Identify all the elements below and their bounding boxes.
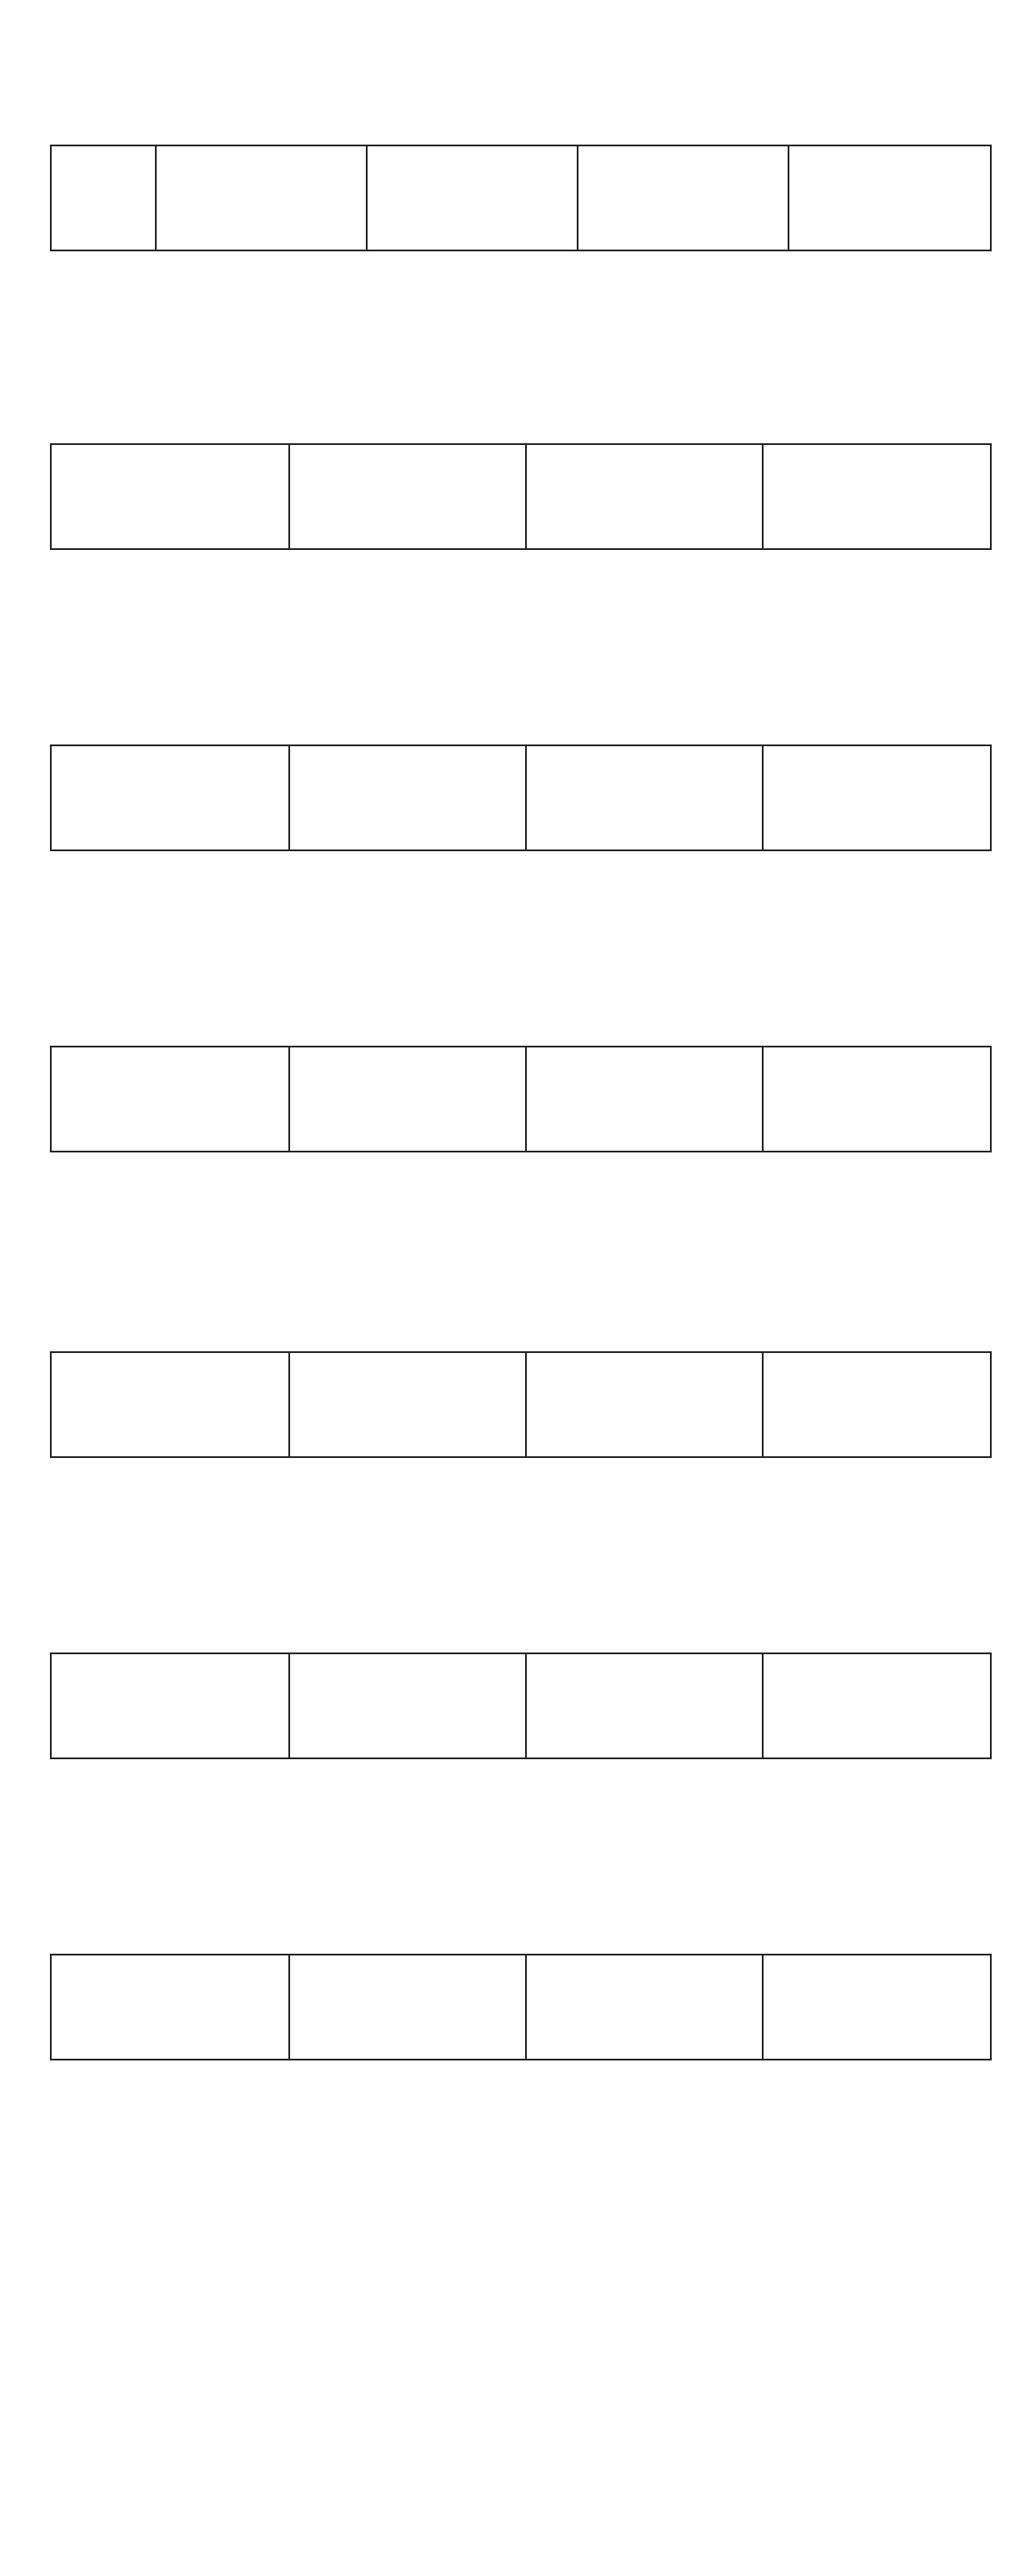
voice-part-row <box>52 474 990 497</box>
voice-part-row <box>52 224 990 246</box>
voice-part-row <box>52 1382 990 1405</box>
music-system <box>50 1652 992 1846</box>
tonic-solfa-staff <box>50 145 992 251</box>
verse-line <box>50 562 992 587</box>
lyrics-block <box>50 562 992 637</box>
verse-line <box>50 1796 992 1821</box>
verse-line <box>50 587 992 612</box>
voice-part-row <box>52 1077 990 1099</box>
verse-line <box>50 263 992 288</box>
verse-line <box>50 1520 992 1545</box>
tonic-solfa-staff <box>50 443 992 550</box>
voice-part-row <box>52 1683 990 1706</box>
voice-part-row <box>52 824 990 846</box>
verse-line <box>50 1214 992 1239</box>
voice-part-row <box>52 2033 990 2055</box>
verse-line <box>50 2122 992 2147</box>
verse-line <box>50 888 992 913</box>
lyrics-block <box>50 1470 992 1545</box>
music-system <box>50 1046 992 1239</box>
verse-line <box>50 313 992 338</box>
verse-line <box>50 1495 992 1520</box>
music-system <box>50 145 992 338</box>
verse-line <box>50 612 992 637</box>
voice-part-row <box>52 1732 990 1754</box>
music-system <box>50 744 992 938</box>
voice-part-row <box>52 1985 990 2007</box>
verse-line <box>50 2097 992 2122</box>
verse-line <box>50 1470 992 1495</box>
tonic-solfa-staff <box>50 1652 992 1759</box>
verse-line <box>50 1189 992 1214</box>
tonic-solfa-staff <box>50 1351 992 1458</box>
verse-line <box>50 913 992 938</box>
music-system <box>50 443 992 637</box>
verse-line <box>50 1164 992 1189</box>
voice-part-row <box>52 1125 990 1147</box>
tonic-solfa-staff <box>50 1046 992 1152</box>
lyrics-block <box>50 863 992 938</box>
voice-part-row <box>52 1430 990 1453</box>
lyrics-block <box>50 1771 992 1846</box>
voice-part-row <box>52 775 990 798</box>
verse-line <box>50 288 992 313</box>
tonic-solfa-staff <box>50 744 992 851</box>
verse-line <box>50 1821 992 1846</box>
tonic-solfa-staff <box>50 1954 992 2060</box>
voice-part-row <box>52 176 990 198</box>
lyrics-block <box>50 1164 992 1239</box>
lyrics-block <box>50 2073 992 2147</box>
music-system <box>50 1954 992 2147</box>
music-system <box>50 1351 992 1545</box>
verse-line <box>50 1771 992 1796</box>
lyrics-block <box>50 263 992 338</box>
voice-part-row <box>52 522 990 545</box>
verse-line <box>50 2073 992 2097</box>
verse-line <box>50 863 992 888</box>
